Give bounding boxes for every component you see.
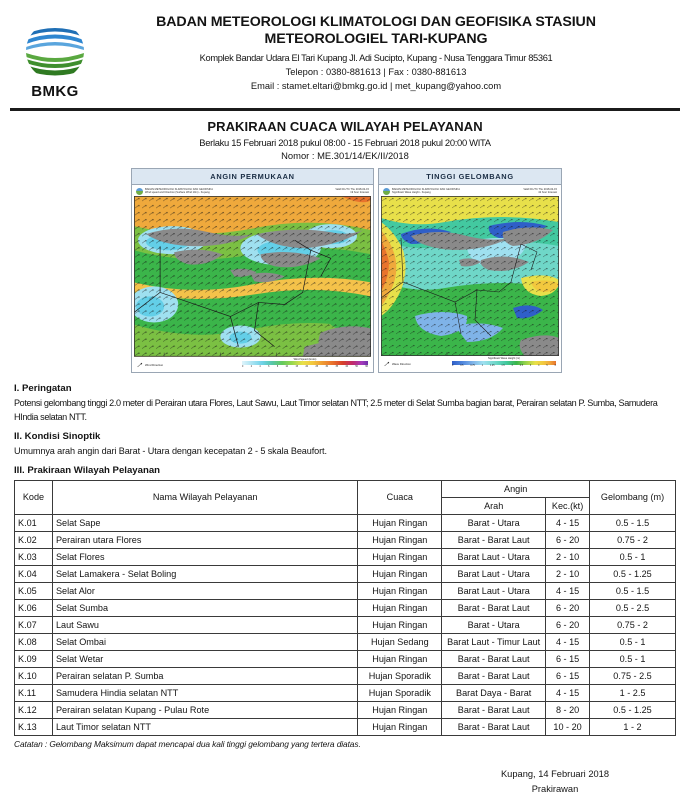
header-cuaca: Cuaca: [358, 480, 442, 514]
tick: 20: [305, 365, 309, 368]
document-title-block: [0, 119, 690, 161]
cell-kecepatan: 6 - 15: [546, 650, 590, 667]
cell-nama: Perairan selatan P. Sumba: [52, 667, 357, 684]
cell-nama: Laut Timor selatan NTT: [52, 718, 357, 735]
org-address: Komplek Bandar Udara El Tari Kupang Jl. Adi Sucipto, Kupang - Nusa Tenggara Timur 85361: [199, 53, 553, 63]
map-wind-valid: Valid 01UTC Thu 2018-02-15: [335, 188, 369, 191]
table-row: [15, 684, 676, 701]
cell-gelombang: 1 - 2: [590, 718, 676, 735]
cell-cuaca: Hujan Ringan: [358, 582, 442, 599]
bmkg-logo-label: BMKG: [31, 83, 79, 100]
cell-cuaca: Hujan Ringan: [358, 616, 442, 633]
wind-speed-map: [134, 196, 371, 357]
cell-arah: Barat Laut - Timur Laut: [442, 633, 546, 650]
cell-gelombang: 0.5 - 1.25: [590, 701, 676, 718]
report-sections: [14, 383, 676, 797]
map-panel-wave-title: TINGGI GELOMBANG: [379, 169, 561, 185]
cell-gelombang: 0.75 - 2: [590, 531, 676, 548]
cell-kode: K.13: [15, 718, 53, 735]
cell-kode: K.01: [15, 514, 53, 531]
header-angin: Angin: [442, 480, 590, 497]
cell-kode: K.10: [15, 667, 53, 684]
wind-map-legend: [134, 357, 371, 370]
bmkg-circle-logo: [24, 20, 86, 82]
cell-kode: K.06: [15, 599, 53, 616]
tick: 0.75: [470, 365, 475, 367]
cell-kode: K.11: [15, 684, 53, 701]
tick: 1.5: [501, 365, 505, 367]
cell-nama: Samudera Hindia selatan NTT: [52, 684, 357, 701]
section-sinoptik-body: Umumnya arah angin dari Barat - Utara dengan kecepatan 2 - 5 skala Beaufort.: [14, 445, 327, 456]
cell-arah: Barat - Utara: [442, 514, 546, 531]
wind-colorbar-ticks: [242, 366, 368, 368]
cell-kecepatan: 4 - 15: [546, 582, 590, 599]
cell-arah: Barat - Utara: [442, 616, 546, 633]
wave-map-legend: [381, 356, 559, 369]
letterhead: [0, 0, 690, 104]
tick: 35: [335, 365, 338, 368]
wind-colorbar: [242, 358, 368, 368]
table-row: [15, 548, 676, 565]
table-row: [15, 667, 676, 684]
header-kecepatan: Kec.(kt): [546, 497, 590, 514]
tick: 0: [452, 365, 454, 367]
wave-colorbar: [452, 357, 556, 367]
wave-direction-legend: [384, 361, 411, 367]
header-kode: Kode: [15, 480, 53, 514]
cell-gelombang: 0.5 - 1: [590, 548, 676, 565]
cell-arah: Barat - Barat Laut: [442, 531, 546, 548]
page-title: PRAKIRAAN CUACA WILAYAH PELAYANAN: [207, 119, 483, 134]
cell-kecepatan: 6 - 20: [546, 531, 590, 548]
table-note: Catatan : Gelombang Maksimum dapat mencapai dua kali tinggi gelombang yang tertera diatas.: [14, 738, 361, 749]
cell-nama: Laut Sawu: [52, 616, 357, 633]
cell-arah: Barat Daya - Barat: [442, 684, 546, 701]
cell-kode: K.12: [15, 701, 53, 718]
cell-gelombang: 1 - 2.5: [590, 684, 676, 701]
cell-arah: Barat - Barat Laut: [442, 650, 546, 667]
document-number: Nomor : ME.301/14/EK/II/2018: [281, 150, 409, 161]
wind-direction-legend-label: Wind Direction: [145, 362, 164, 367]
cell-nama: Selat Sape: [52, 514, 357, 531]
table-row: [15, 582, 676, 599]
wind-direction-arrow-icon: [137, 362, 143, 368]
map-panel-wind-title: ANGIN PERMUKAAN: [132, 169, 373, 185]
cell-gelombang: 0.5 - 1: [590, 633, 676, 650]
map-wind-forecast-hours: 19 hour forecast: [350, 191, 369, 195]
tick: 4: [259, 365, 261, 368]
header-arah: Arah: [442, 497, 546, 514]
map-panel-wind: [131, 168, 374, 373]
wave-direction-arrow-icon: [384, 361, 390, 367]
wave-height-map: [381, 196, 559, 356]
header-divider: [10, 108, 680, 111]
section-peringatan-body: Potensi gelombang tinggi 2.0 meter di Perairan utara Flores, Laut Sawu, Laut Timor selatan NTT; 2.5 meter di Selat Sumba bagian barat, Perairan selatan P. Sumba, Samudera HIndia selatan NTT.: [14, 397, 658, 422]
bmkg-mini-logo-icon: [383, 188, 390, 195]
cell-gelombang: 0.75 - 2.5: [590, 667, 676, 684]
cell-arah: Barat Laut - Utara: [442, 565, 546, 582]
map-wave-agency: BADAN METEOROLOGI KLIMATOLOGI DAN GEOFISIKA: [392, 188, 460, 191]
cell-kecepatan: 6 - 20: [546, 616, 590, 633]
cell-kode: K.08: [15, 633, 53, 650]
map-panel-wave-body: [379, 185, 561, 371]
cell-kecepatan: 4 - 15: [546, 514, 590, 531]
wave-colorbar-ticks: [452, 365, 556, 367]
cell-kode: K.09: [15, 650, 53, 667]
tick: 6: [268, 365, 270, 368]
table-row: [15, 633, 676, 650]
cell-cuaca: Hujan Ringan: [358, 599, 442, 616]
cell-kode: K.07: [15, 616, 53, 633]
organization-block: [98, 14, 678, 93]
tick: 25: [315, 365, 319, 368]
table-row: [15, 701, 676, 718]
wave-colorbar-gradient: [452, 361, 556, 365]
section-prakiraan-heading: III. Prakiraan Wilayah Pelayanan: [14, 464, 161, 476]
map-wind-product: Wind speed and Direction (Surface Wind 10m) - Kupang: [145, 191, 210, 195]
cell-arah: Barat - Barat Laut: [442, 599, 546, 616]
org-name-line1: BADAN METEOROLOGI KLIMATOLOGI DAN GEOFISIKA STASIUN: [156, 14, 596, 30]
cell-kecepatan: 6 - 20: [546, 599, 590, 616]
wind-colorbar-title: Wind Speed (knots): [293, 357, 317, 361]
cell-nama: Perairan utara Flores: [52, 531, 357, 548]
cell-gelombang: 0.5 - 1.5: [590, 582, 676, 599]
map-panel-wave: [378, 168, 562, 373]
validity-period: Berlaku 15 Februari 2018 pukul 08:00 - 15 Februari 2018 pukul 20:00 WITA: [199, 137, 491, 148]
cell-kode: K.05: [15, 582, 53, 599]
tick: 5: [546, 365, 548, 367]
cell-nama: Selat Flores: [52, 548, 357, 565]
tick: 60: [365, 365, 368, 368]
cell-arah: Barat - Barat Laut: [442, 718, 546, 735]
cell-arah: Barat Laut - Utara: [442, 548, 546, 565]
tick: 30: [325, 365, 329, 368]
map-wave-forecast-hours: 42 hour forecast: [538, 191, 557, 195]
cell-cuaca: Hujan Sedang: [358, 633, 442, 650]
tick: 4: [538, 365, 540, 367]
cell-nama: Selat Alor: [52, 582, 357, 599]
signature-place-date: Kupang, 14 Februari 2018: [500, 768, 610, 779]
wind-colorbar-gradient: [242, 361, 368, 365]
cell-kecepatan: 6 - 15: [546, 667, 590, 684]
map-wind-agency: BADAN METEOROLOGI KLIMATOLOGI DAN GEOFISIKA: [145, 188, 213, 191]
cell-cuaca: Hujan Sporadik: [358, 684, 442, 701]
map-wave-valid: Valid 01UTC Thu 2018-02-15: [523, 188, 557, 191]
tick: 1: [481, 365, 484, 367]
cell-arah: Barat - Barat Laut: [442, 667, 546, 684]
forecast-table-body: [15, 514, 676, 735]
cell-cuaca: Hujan Ringan: [358, 701, 442, 718]
map-wave-meta: [381, 187, 559, 196]
tick: 1.25: [490, 365, 495, 367]
cell-cuaca: Hujan Ringan: [358, 531, 442, 548]
cell-kecepatan: 4 - 15: [546, 633, 590, 650]
map-panel-wind-body: [132, 185, 373, 372]
org-email: Email : stamet.eltari@bmkg.go.id | met_kupang@yahoo.com: [250, 81, 502, 91]
forecast-table: [14, 480, 676, 736]
cell-kecepatan: 2 - 10: [546, 548, 590, 565]
tick: 6: [554, 365, 556, 367]
wave-colorbar-title: Significant Wave Height (m): [487, 357, 521, 360]
signature-block: [14, 767, 676, 797]
cell-kecepatan: 10 - 20: [546, 718, 590, 735]
tick: 0: [242, 365, 244, 368]
table-row: [15, 718, 676, 735]
cell-gelombang: 0.5 - 1: [590, 650, 676, 667]
cell-arah: Barat - Barat Laut: [442, 701, 546, 718]
cell-gelombang: 0.5 - 1.25: [590, 565, 676, 582]
cell-cuaca: Hujan Ringan: [358, 565, 442, 582]
tick: 10: [285, 365, 289, 368]
cell-nama: Selat Lamakera - Selat Boling: [52, 565, 357, 582]
cell-cuaca: Hujan Ringan: [358, 548, 442, 565]
table-row: [15, 616, 676, 633]
table-row: [15, 565, 676, 582]
bmkg-logo: [12, 14, 98, 100]
table-row: [15, 514, 676, 531]
cell-gelombang: 0.5 - 1.5: [590, 514, 676, 531]
cell-kecepatan: 2 - 10: [546, 565, 590, 582]
cell-nama: Selat Ombai: [52, 633, 357, 650]
table-row: [15, 531, 676, 548]
tick: 2: [511, 365, 513, 367]
cell-cuaca: Hujan Ringan: [358, 718, 442, 735]
header-nama: Nama Wilayah Pelayanan: [52, 480, 357, 514]
table-row: [15, 650, 676, 667]
cell-cuaca: Hujan Ringan: [358, 650, 442, 667]
tick: 0.5: [460, 365, 464, 367]
cell-nama: Perairan selatan Kupang - Pulau Rote: [52, 701, 357, 718]
map-wave-product: Significant Wave Height - Kupang: [392, 191, 431, 195]
header-gelombang: Gelombang (m): [590, 480, 676, 514]
table-row: [15, 599, 676, 616]
cell-kode: K.02: [15, 531, 53, 548]
table-header-row: [15, 480, 676, 497]
map-panels: [131, 168, 562, 373]
signature-role: Prakirawan: [531, 783, 579, 794]
bmkg-mini-logo-icon: [136, 188, 143, 195]
org-name-line2: METEOROLOGIEL TARI-KUPANG: [264, 31, 488, 47]
tick: 3: [529, 365, 532, 367]
tick: 50: [355, 365, 358, 368]
tick: 2.5: [519, 365, 523, 367]
cell-arah: Barat Laut - Utara: [442, 582, 546, 599]
section-sinoptik-heading: II. Kondisi Sinoptik: [14, 430, 101, 442]
tick: 15: [295, 365, 299, 368]
cell-nama: Selat Sumba: [52, 599, 357, 616]
wind-direction-legend: [137, 362, 163, 368]
cell-nama: Selat Wetar: [52, 650, 357, 667]
tick: 2: [250, 365, 252, 368]
wave-direction-legend-label: Wave Direction: [392, 362, 411, 366]
cell-gelombang: 0.75 - 2: [590, 616, 676, 633]
cell-kode: K.04: [15, 565, 53, 582]
cell-gelombang: 0.5 - 2.5: [590, 599, 676, 616]
section-peringatan-heading: I. Peringatan: [14, 382, 72, 394]
cell-kode: K.03: [15, 548, 53, 565]
cell-cuaca: Hujan Ringan: [358, 514, 442, 531]
cell-cuaca: Hujan Sporadik: [358, 667, 442, 684]
cell-kecepatan: 8 - 20: [546, 701, 590, 718]
map-wind-meta: [134, 187, 371, 196]
cell-kecepatan: 4 - 15: [546, 684, 590, 701]
tick: 8: [276, 365, 279, 368]
org-phone: Telepon : 0380-881613 | Fax : 0380-881613: [285, 67, 467, 77]
tick: 40: [345, 365, 348, 368]
